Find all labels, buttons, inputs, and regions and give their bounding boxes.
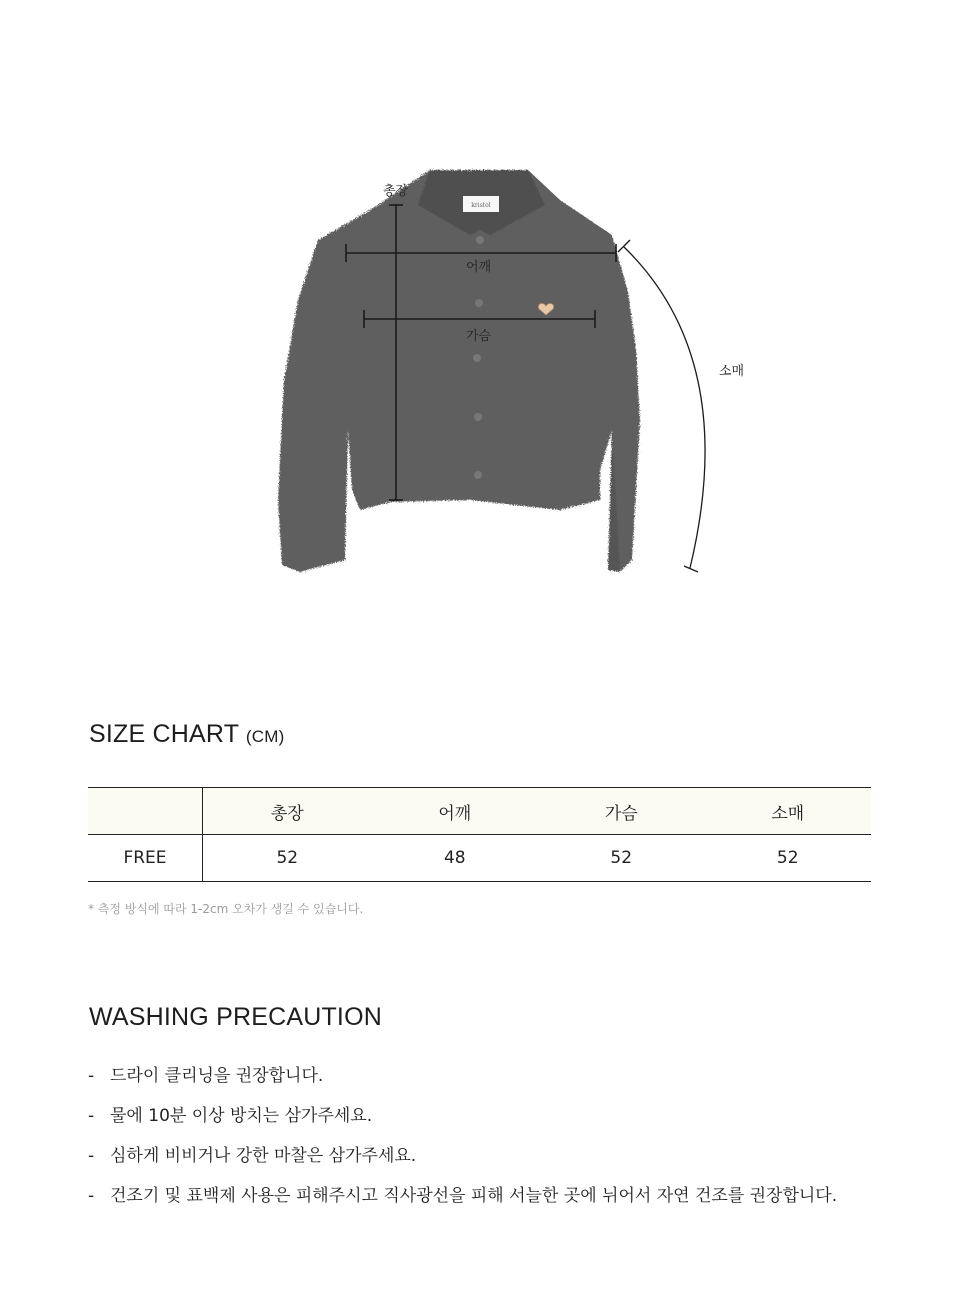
chest-label: 가슴: [466, 329, 492, 344]
washing-title: WASHING PRECAUTION: [89, 1003, 382, 1031]
table-row: [88, 835, 871, 882]
washing-item-text: 심하게 비비거나 강한 마찰은 삼가주세요.: [110, 1146, 417, 1166]
measurement-diagram: [0, 0, 960, 640]
table-header-row: [88, 788, 871, 835]
cell-size: FREE: [88, 835, 203, 882]
measurement-note: * 측정 방식에 따라 1-2cm 오차가 생길 수 있습니다.: [88, 902, 364, 916]
cell-sleeve: 52: [704, 835, 871, 882]
cell-shoulder: 48: [372, 835, 538, 882]
cell-length: 52: [203, 835, 372, 882]
sleeve-label: 소매: [719, 364, 745, 379]
jacket-shape: [278, 170, 640, 572]
svg-text:kristol: kristol: [471, 202, 491, 209]
dash-marker: -: [88, 1186, 95, 1206]
list-item: [88, 1063, 837, 1103]
header-sleeve: 소매: [704, 788, 871, 835]
size-table: [88, 787, 871, 882]
length-label: 총장: [383, 184, 409, 199]
dash-marker: -: [88, 1106, 95, 1126]
list-item: [88, 1143, 837, 1183]
size-chart-title-text: SIZE CHART: [89, 720, 239, 748]
washing-item-text: 물에 10분 이상 방치는 삼가주세요.: [110, 1106, 373, 1126]
header-length: 총장: [203, 788, 372, 835]
dash-marker: -: [88, 1066, 95, 1086]
list-item: [88, 1103, 837, 1143]
header-size: [88, 788, 203, 835]
washing-item-text: 드라이 클리닝을 권장합니다.: [110, 1066, 324, 1086]
shoulder-label: 어깨: [466, 260, 492, 275]
size-chart-title: [89, 720, 284, 749]
dash-marker: -: [88, 1146, 95, 1166]
washing-list: [88, 1063, 837, 1223]
cell-chest: 52: [538, 835, 704, 882]
jacket-illustration: [0, 0, 960, 640]
header-shoulder: 어깨: [372, 788, 538, 835]
washing-item-text: 건조기 및 표백제 사용은 피해주시고 직사광선을 피해 서늘한 곳에 뉘어서 자연 건조를 권장합니다.: [110, 1186, 838, 1206]
size-chart-unit: (CM): [245, 727, 285, 746]
list-item: [88, 1183, 837, 1223]
header-chest: 가슴: [538, 788, 704, 835]
